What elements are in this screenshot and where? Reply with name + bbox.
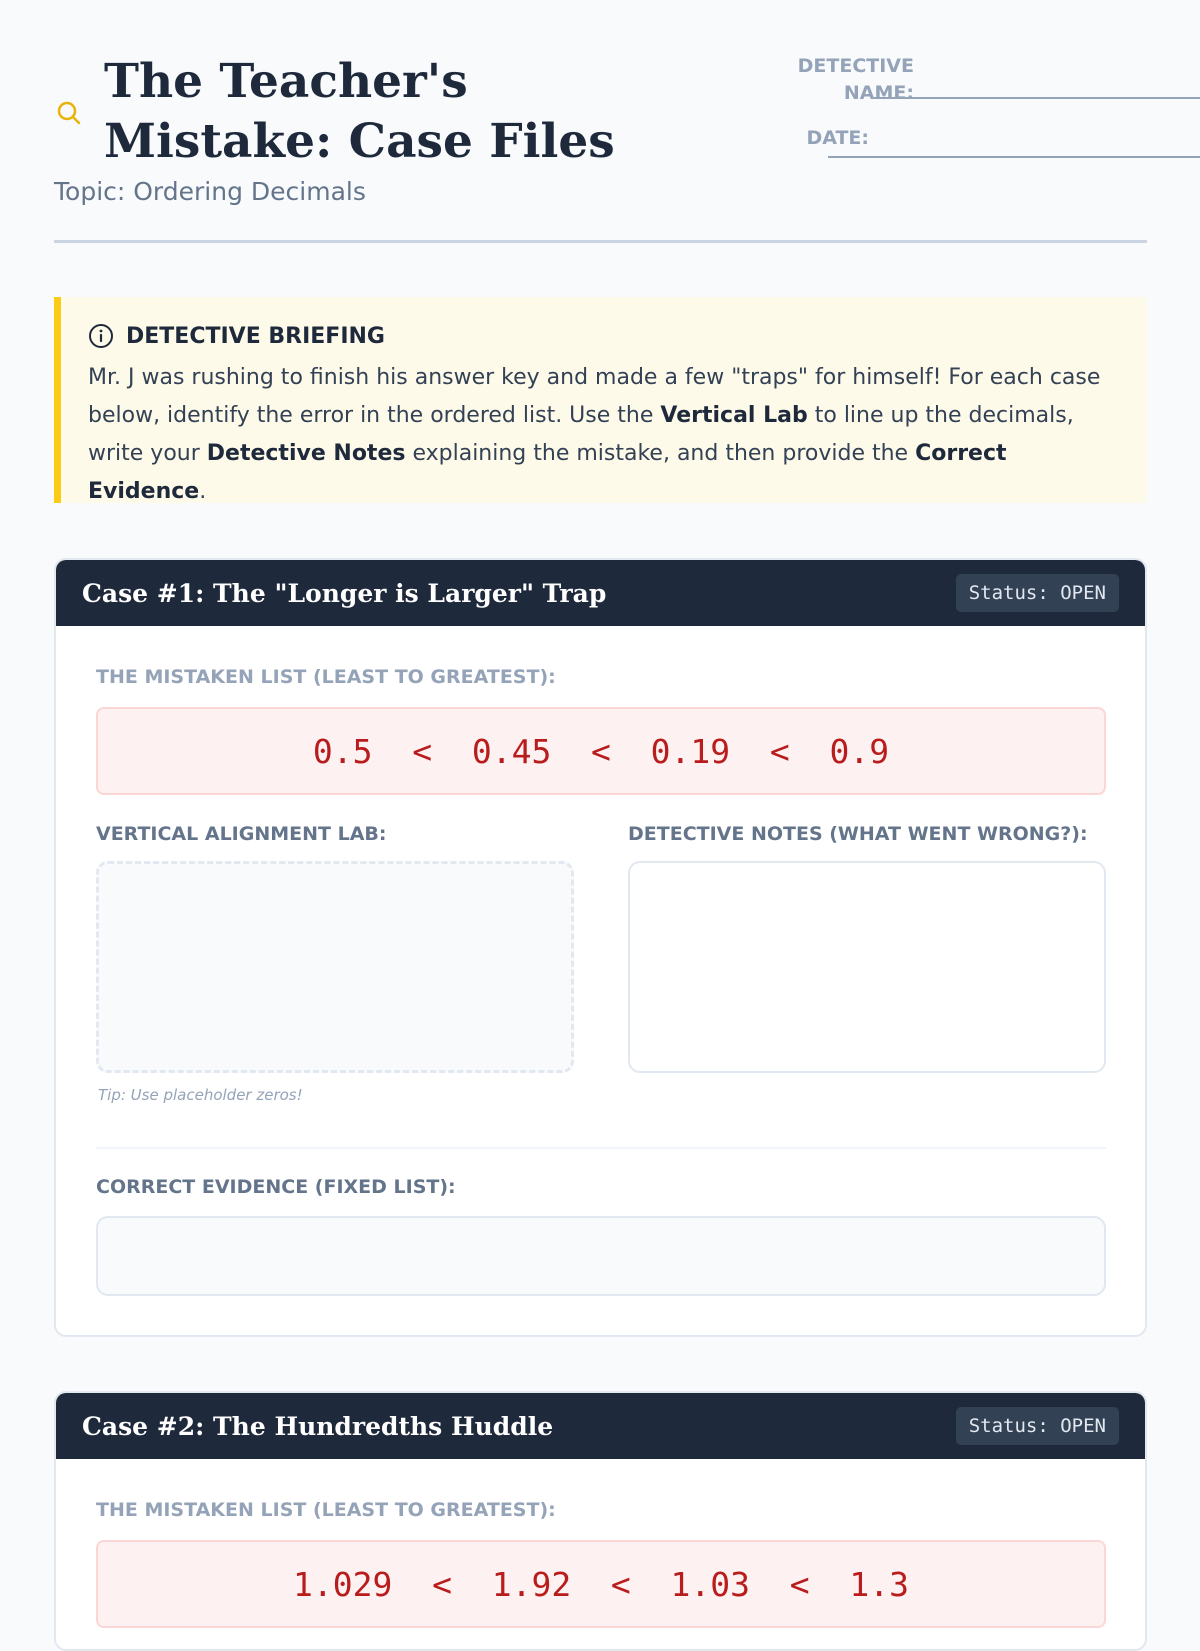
briefing-bold-vertical-lab: Vertical Lab (660, 403, 808, 428)
date-label: DATE: (806, 127, 869, 149)
topic-subtitle: Topic: Ordering Decimals (54, 177, 366, 206)
briefing-title: DETECTIVE BRIEFING (126, 323, 385, 349)
vertical-lab-label: VERTICAL ALIGNMENT LAB: (96, 823, 387, 845)
mistaken-list: 1.029 < 1.92 < 1.03 < 1.3 (96, 1540, 1106, 1628)
correct-evidence-field[interactable] (96, 1216, 1106, 1296)
case-header (56, 1393, 1145, 1459)
detective-notes-area[interactable] (628, 861, 1106, 1073)
worksheet-header (54, 0, 1147, 243)
briefing-bold-correct-evidence: Correct Evidence (88, 441, 1007, 504)
detective-briefing (54, 297, 1147, 503)
mistaken-list: 0.5 < 0.45 < 0.19 < 0.9 (96, 707, 1106, 795)
detective-notes-label: DETECTIVE NOTES (WHAT WENT WRONG?): (628, 823, 1088, 845)
briefing-bold-detective-notes: Detective Notes (206, 441, 406, 466)
detective-name-field[interactable] (874, 97, 1200, 99)
tip-text: Tip: Use placeholder zeros! (98, 1086, 303, 1104)
mistaken-list-label: THE MISTAKEN LIST (LEAST TO GREATEST): (96, 666, 556, 688)
status-badge: Status: OPEN (956, 1407, 1119, 1445)
status-badge: Status: OPEN (956, 574, 1119, 612)
case-header (56, 560, 1145, 626)
divider (96, 1147, 1106, 1149)
detective-name-label: DETECTIVE NAME: (797, 55, 914, 104)
briefing-text-part: . (199, 479, 207, 504)
worksheet-page (54, 0, 1147, 1604)
briefing-heading (88, 323, 1117, 349)
case-title: Case #2: The Hundredths Huddle (82, 1411, 554, 1441)
briefing-text-part: to line up the decimals, write your (88, 403, 1074, 466)
search-icon (56, 100, 82, 126)
case-card-2 (54, 1391, 1147, 1651)
case-card-1 (54, 558, 1147, 1337)
correct-evidence-label: CORRECT EVIDENCE (FIXED LIST): (96, 1176, 456, 1198)
briefing-text (88, 359, 1117, 511)
case-title: Case #1: The "Longer is Larger" Trap (82, 578, 607, 608)
briefing-text-part: Mr. J was rushing to finish his answer key and made a few "traps" for himself! For each case below, identify the error in the ordered list. Use the (88, 365, 1101, 428)
page-title: The Teacher's Mistake: Case Files (104, 54, 615, 169)
vertical-lab-area[interactable] (96, 861, 574, 1073)
briefing-text-part: explaining the mistake, and then provide the (405, 441, 916, 466)
info-icon (88, 323, 114, 349)
mistaken-list-label: THE MISTAKEN LIST (LEAST TO GREATEST): (96, 1499, 556, 1521)
date-field[interactable] (828, 156, 1200, 158)
